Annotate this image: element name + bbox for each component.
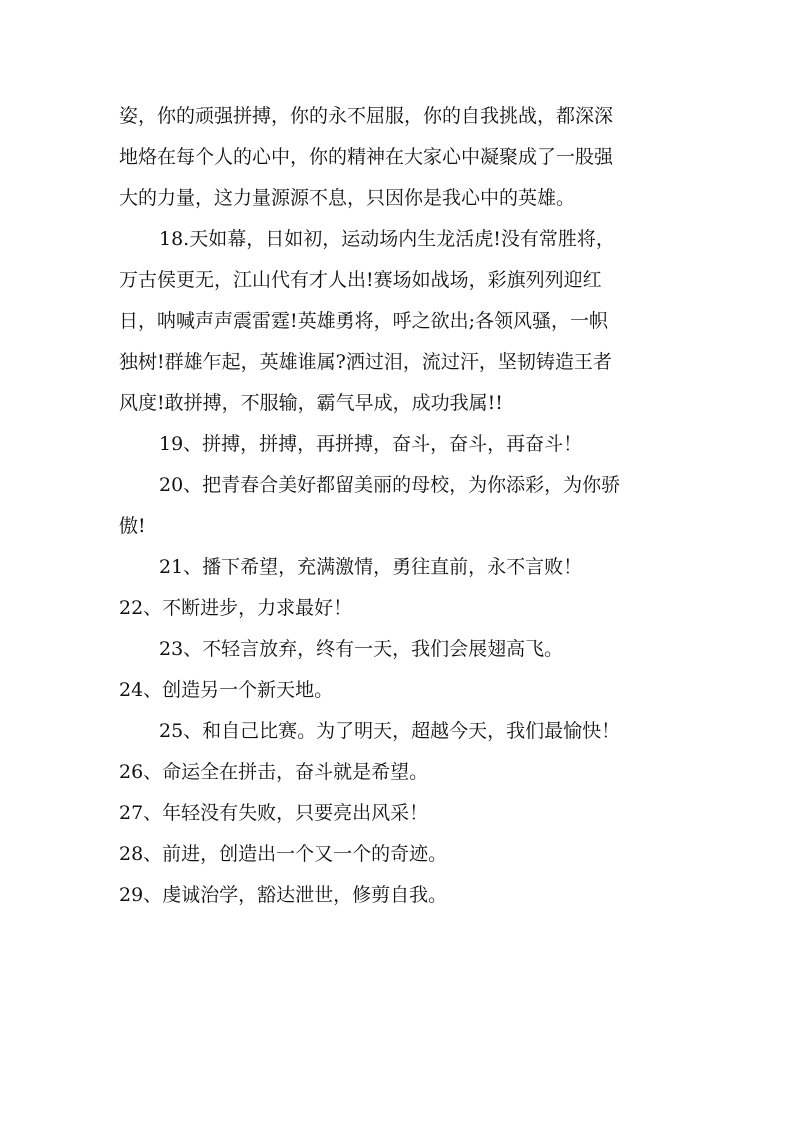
text-line: 大的力量，这力量源源不息，只因你是我心中的英雄。 (119, 187, 576, 209)
text-line: 傲! (119, 515, 146, 537)
text-line: 姿，你的顽强拼搏，你的永不屈服，你的自我挑战，都深深 (119, 105, 614, 127)
text-line: 26、命运全在拼击，奋斗就是希望。 (119, 761, 429, 783)
text-line: 20、把青春合美好都留美丽的母校，为你添彩，为你骄 (159, 474, 621, 496)
text-line: 18.天如幕，日如初，运动场内生龙活虎!没有常胜将， (159, 228, 615, 250)
body-text (119, 96, 679, 916)
text-line: 27、年轻没有失败，只要亮出风采！ (119, 802, 429, 824)
text-line: 29、虔诚治学，豁达泄世，修剪自我。 (119, 884, 448, 906)
text-line: 日，呐喊声声震雷霆!英雄勇将，呼之欲出;各领风骚，一帜 (119, 310, 609, 332)
text-line: 独树!群雄乍起，英雄谁属?洒过泪，流过汗，坚韧铸造王者 (119, 351, 612, 373)
text-line: 风度!敢拼搏，不服输，霸气早成，成功我属!! (119, 392, 503, 414)
text-line: 万古侯更无，江山代有才人出!赛场如战场，彩旗列列迎红 (119, 269, 602, 291)
text-line: 19、拼搏，拼搏，再拼搏，奋斗，奋斗，再奋斗！ (159, 433, 583, 455)
text-line: 地烙在每个人的心中，你的精神在大家心中凝聚成了一股强 (119, 146, 614, 168)
text-line: 25、和自己比赛。为了明天，超越今天，我们最愉快！ (159, 720, 621, 742)
text-line: 24、创造另一个新天地。 (119, 679, 334, 701)
text-line: 22、不断进步，力求最好！ (119, 597, 353, 619)
text-line: 23、不轻言放弃，终有一天，我们会展翅高飞。 (159, 638, 564, 660)
text-line: 28、前进，创造出一个又一个的奇迹。 (119, 843, 448, 865)
text-line: 21、播下希望，充满激情，勇往直前，永不言败！ (159, 556, 583, 578)
